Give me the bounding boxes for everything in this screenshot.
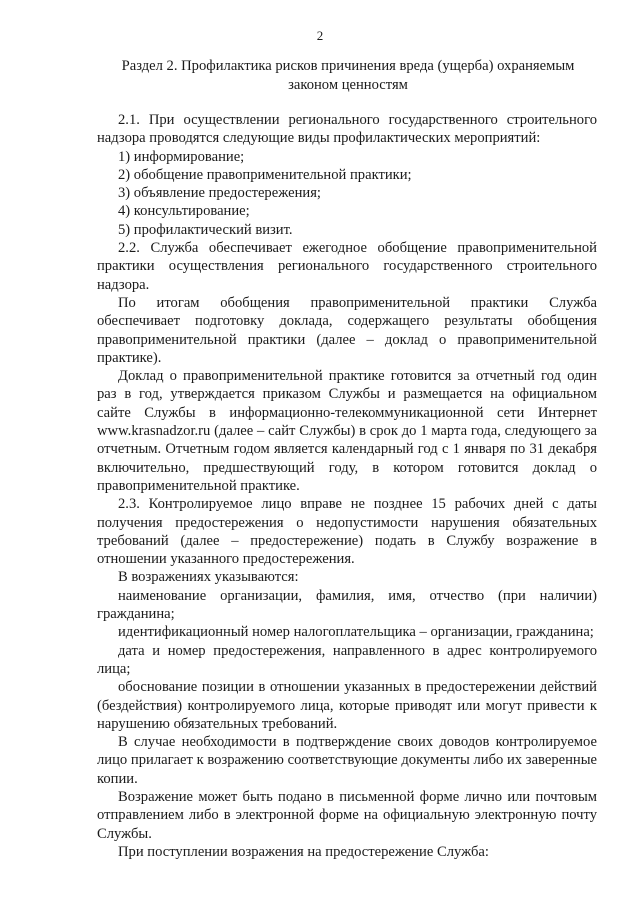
paragraph-report-preparation: По итогам обобщения правоприменительной практики Служба обеспечивает подготовку доклада, содержащего результаты обобщения правоприменительной практики (далее – доклад о правоприменительной практике).: [97, 294, 597, 366]
list-item-generalization: 2) обобщение правоприменительной практики;: [118, 166, 412, 183]
list-item-consulting: 4) консультирование;: [118, 203, 250, 220]
paragraph-on-receipt: При поступлении возражения на предостережение Служба:: [118, 843, 489, 860]
document-body: [97, 111, 597, 861]
paragraph-2-2: 2.2. Служба обеспечивает ежегодное обобщение правоприменительной практики осуществления регионального государственного строительного надзора.: [97, 240, 597, 293]
paragraph-report-schedule: Доклад о правоприменительной практике готовится за отчетный год один раз в год, утверждается приказом Службы и размещается на официальном сайте Службы в информационно-телекоммуникационной сети Интернет www.krasnadzor.ru (далее – сайт Службы) в срок до 1 марта года, следующего за отчетным. Отчетным годом является календарный год с 1 января по 31 декабря включительно, предшествующий году, в котором готовится доклад о правоприменительной практике.: [97, 368, 597, 494]
paragraph-submission-form: Возражение может быть подано в письменной форме лично или почтовым отправлением либо в электронной форме на официальную электронную почту Службы.: [97, 788, 597, 842]
list-item-preventive-visit: 5) профилактический визит.: [118, 221, 293, 238]
paragraph-objection-warning-id: дата и номер предостережения, направленного в адрес контролируемого лица;: [97, 642, 597, 677]
list-item-informing: 1) информирование;: [118, 148, 245, 165]
section-title: Раздел 2. Профилактика рисков причинения вреда (ущерба) охраняемым законом ценностям: [121, 58, 575, 93]
paragraph-2-3: 2.3. Контролируемое лицо вправе не позднее 15 рабочих дней с даты получения предостережения о недопустимости нарушения обязательных требований (далее – предостережение) подать в Службу возражение в отношении указанного предостережения.: [97, 496, 597, 568]
paragraph-objection-name: наименование организации, фамилия, имя, отчество (при наличии) гражданина;: [97, 587, 597, 623]
paragraph-supporting-documents: В случае необходимости в подтверждение своих доводов контролируемое лицо прилагает к возражению соответствующие документы либо их заверенные копии.: [97, 734, 597, 787]
list-item-warning: 3) объявление предостережения;: [118, 185, 321, 202]
paragraph-objection-inn: идентификационный номер налогоплательщика – организации, гражданина;: [118, 624, 594, 641]
paragraph-objections-intro: В возражениях указываются:: [118, 569, 299, 586]
paragraph-objection-justification: обоснование позиции в отношении указанных в предостережении действий (бездействия) контролируемого лица, которые приводят или могут привести к нарушению обязательных требований.: [97, 679, 597, 732]
page-number: 2: [316, 28, 324, 43]
paragraph-2-1: 2.1. При осуществлении регионального государственного строительного надзора проводятся следующие виды профилактических мероприятий:: [97, 112, 597, 147]
